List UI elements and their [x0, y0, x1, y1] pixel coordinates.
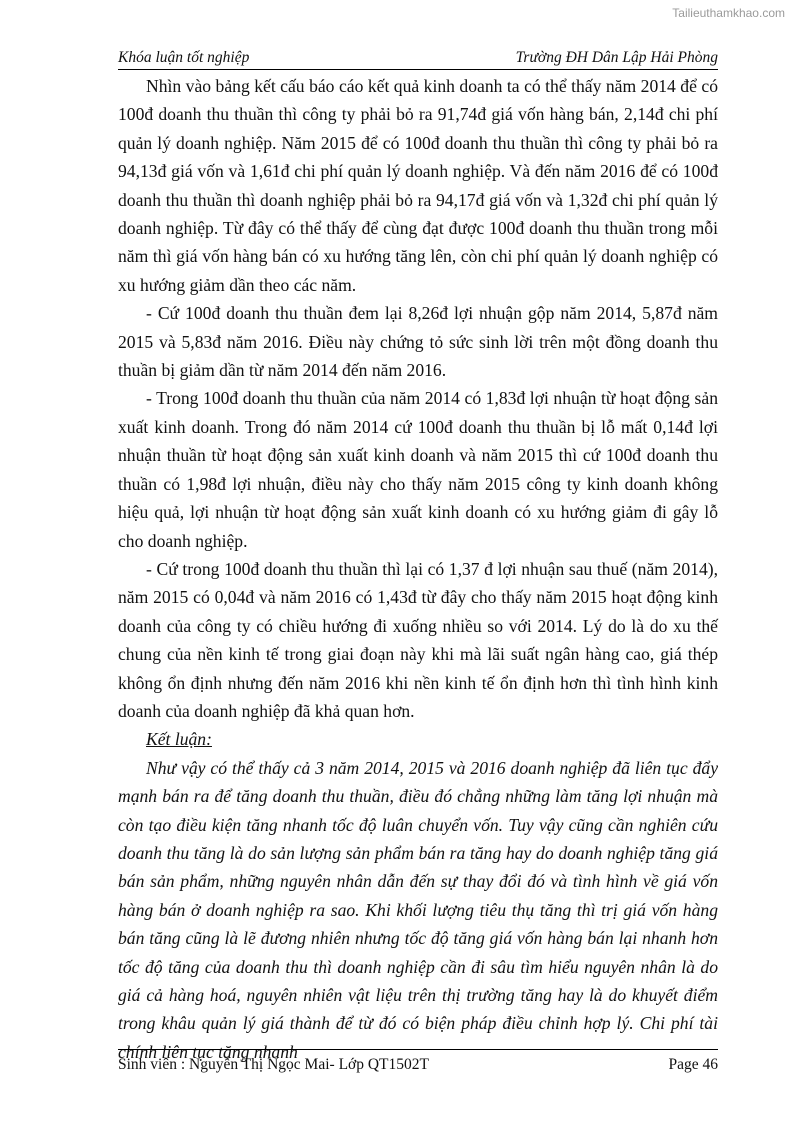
conclusion-paragraph: Như vậy có thể thấy cả 3 năm 2014, 2015 và 2016 doanh nghiệp đã liên tục đẩy mạnh bán ra để tăng doanh thu thuần, điều đó chẳng những làm tăng lợi nhuận mà còn tạo điều kiện tăng nhanh tốc độ luân chuyển vốn. Tuy vậy cũng cần nghiên cứu doanh thu tăng là do sản lượng sản phẩm bán ra tăng hay do doanh nghiệp tăng giá bán sản phẩm, những nguyên nhân dẫn đến sự thay đổi đó và tình hình về giá vốn hàng bán ở doanh nghiệp ra sao. Khi khối lượng tiêu thụ tăng thì trị giá vốn hàng bán tăng cũng là lẽ đương nhiên nhưng tốc độ tăng giá vốn hàng bán lại nhanh hơn tốc độ tăng của doanh thu thì doanh nghiệp cần đi sâu tìm hiểu nguyên nhân là do giá cả hàng hoá, nguyên nhiên vật liệu trên thị trường tăng hay là do khuyết điểm trong khâu quản lý giá thành để từ đó có biện pháp điều chỉnh hợp lý. Chi phí tài chính liên tục tăng nhanh [118, 757, 718, 1062]
footer-student: Sinh viên : Nguyễn Thị Ngọc Mai- Lớp QT1502T [118, 1056, 429, 1073]
footer-page-number: Page 46 [668, 1056, 718, 1073]
header-university: Trường ĐH Dân Lập Hải Phòng [515, 49, 718, 66]
paragraph-net-profit: - Cứ trong 100đ doanh thu thuần thì lại có 1,37 đ lợi nhuận sau thuế (năm 2014), năm 2015 có 0,04đ và năm 2016 có 1,43đ từ đây cho thấy năm 2015 hoạt động kinh doanh của công ty có chiều hướng đi xuống nhiều so với 2014. Lý do là do xu thế chung của nền kinh tế trong giai đoạn này khi mà lãi suất ngân hàng cao, giá thép không ổn định nhưng đến năm 2016 khi nền kinh tế ổn định hơn thì tình hình kinh doanh của doanh nghiệp đã khả quan hơn. [118, 558, 718, 721]
paragraph-gross-profit: - Cứ 100đ doanh thu thuần đem lại 8,26đ lợi nhuận gộp năm 2014, 5,87đ năm 2015 và 5,83đ năm 2016. Điều này chứng tỏ sức sinh lời trên một đồng doanh thu thuần bị giảm dần từ năm 2014 đến năm 2016. [118, 303, 718, 381]
page-body [118, 72, 718, 1066]
page-footer [118, 1049, 718, 1080]
header-thesis-title: Khóa luận tốt nghiệp [118, 49, 250, 66]
paragraph-structure-analysis: Nhìn vào bảng kết cấu báo cáo kết quả kinh doanh ta có thể thấy năm 2014 để có 100đ doanh thu thuần thì công ty phải bỏ ra 91,74đ giá vốn hàng bán, 2,14đ chi phí quản lý doanh nghiệp. Năm 2015 để có 100đ doanh thu thuần thì công ty phải bỏ ra 94,13đ giá vốn và 1,61đ chi phí quản lý doanh nghiệp. Và đến năm 2016 để có 100đ doanh thu thuần thì doanh nghiệp phải bỏ ra 94,17đ giá vốn và 1,32đ chi phí quản lý doanh nghiệp. Từ đây có thể thấy để cùng đạt được 100đ doanh thu thuần trong mỗi năm thì giá vốn hàng bán có xu hướng tăng lên, còn chi phí quản lý doanh nghiệp có xu hướng giảm dần theo các năm. [118, 76, 718, 295]
conclusion-heading: Kết luận: [146, 729, 212, 750]
paragraph-operating-profit: - Trong 100đ doanh thu thuần của năm 2014 có 1,83đ lợi nhuận từ hoạt động sản xuất kinh doanh. Trong đó năm 2014 cứ 100đ doanh thu thuần bị lỗ mất 0,14đ lợi nhuận thuần từ hoạt động sản xuất kinh doanh và năm 2015 thì cứ 100đ doanh thu thuần có 1,98đ lợi nhuận, điều này cho thấy năm 2015 công ty kinh doanh không hiệu quả, lợi nhuận từ hoạt động sản xuất kinh doanh có xu hướng giảm đi gây lỗ cho doanh nghiệp. [118, 388, 718, 551]
watermark: Tailieuthamkhao.com [672, 6, 785, 20]
page-header [118, 47, 718, 70]
